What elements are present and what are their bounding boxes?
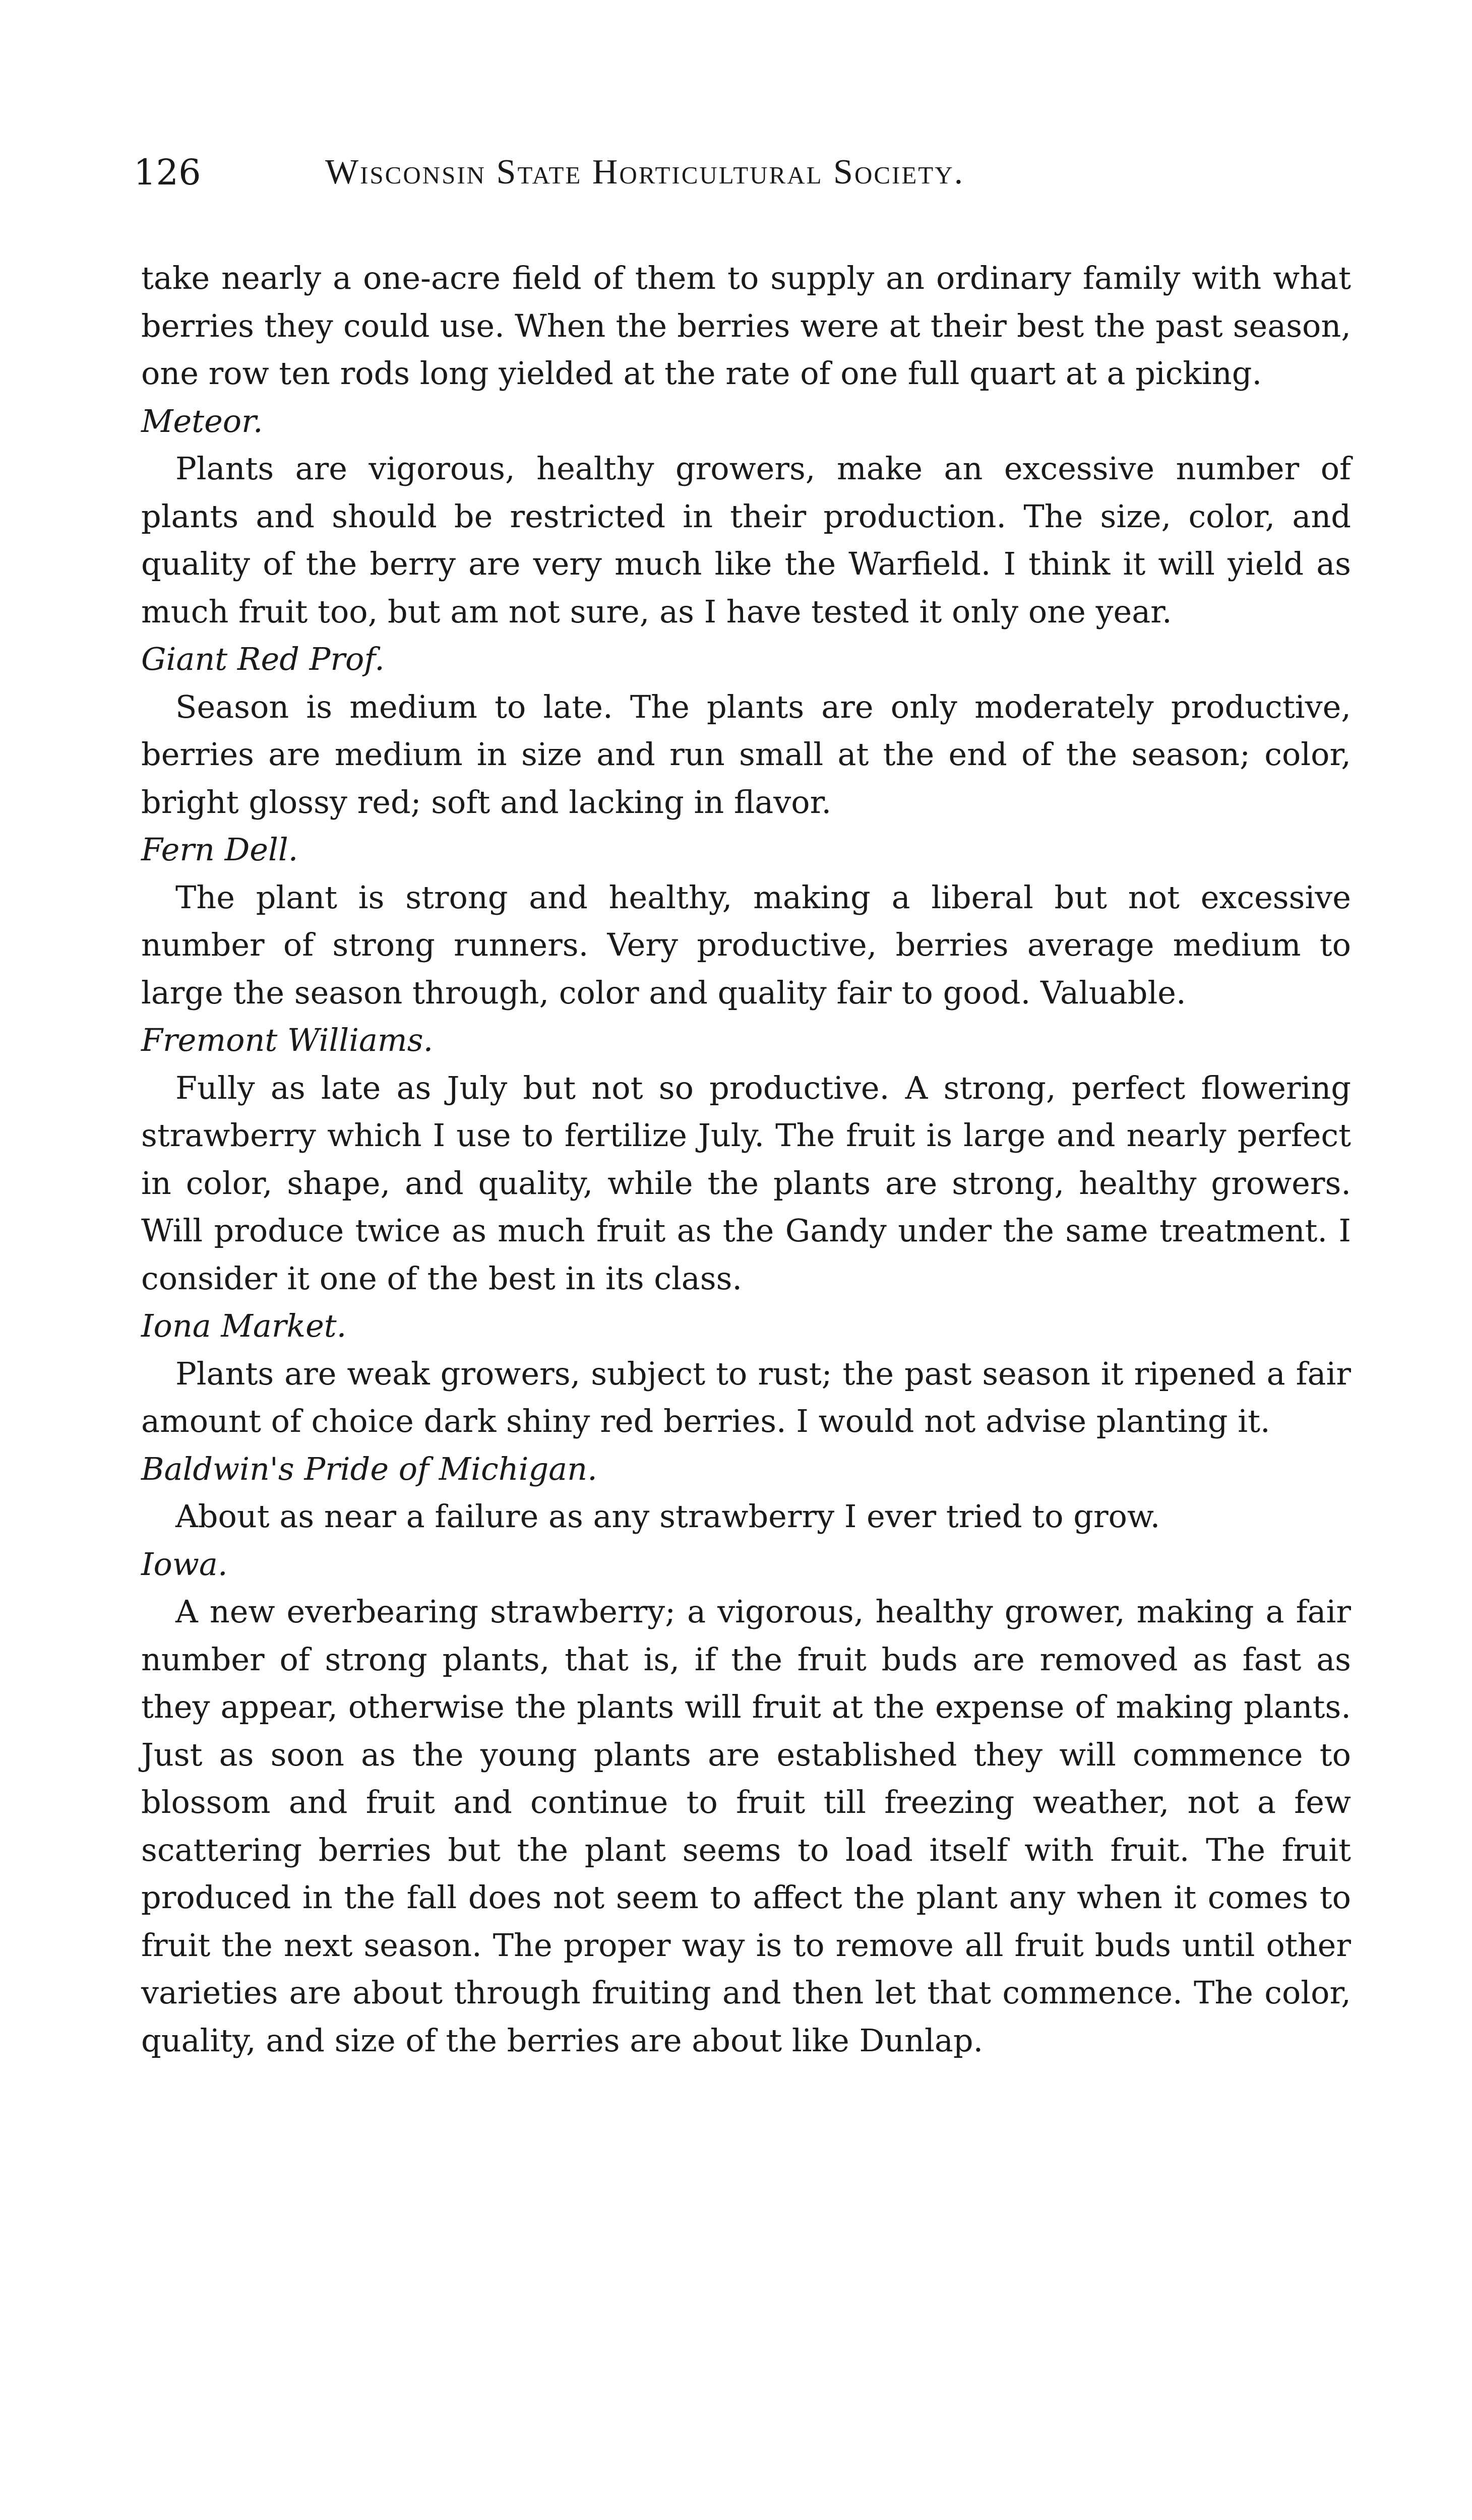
variety-heading-meteor: Meteor. — [141, 402, 263, 439]
running-title: Wisconsin State Horticultural Society. — [325, 153, 965, 192]
continuation-paragraph: take nearly a one-acre field of them to supply an ordinary family with what berries they could use. When the berries were at their best the past season, one row ten rods long yielded at the rate of one full quart at a picking. — [141, 260, 1351, 392]
variety-heading-iowa: Iowa. — [141, 1545, 228, 1583]
variety-description-meteor: Plants are vigorous, healthy growers, make an excessive number of plants and should be restricted in their production. The size, color, and quality of the berry are very much like the Warfield. I think it will yield as much fruit too, but am not sure, as I have tested it only one year. — [141, 450, 1351, 630]
variety-description-baldwins-pride: About as near a failure as any strawberry I ever tried to grow. — [175, 1498, 1160, 1535]
variety-description-giant-red-prof: Season is medium to late. The plants are only moderately productive, berries are medium in size and run small at the end of the season; color, bright glossy red; soft and lacking in flavor. — [141, 688, 1351, 821]
variety-description-fremont-williams: Fully as late as July but not so productive. A strong, perfect flowering strawberry which I use to fertilize July. The fruit is large and nearly perfect in color, shape, and quality, while the plants are strong, healthy growers. Will produce twice as much fruit as the Gandy under the same treatment. I consider it one of the best in its class. — [141, 1069, 1351, 1297]
variety-description-fern-dell: The plant is strong and healthy, making a liberal but not excessive number of strong runners. Very productive, berries average medium to large the season through, color and quality fair to good. Valuable. — [141, 878, 1351, 1011]
page-header — [134, 147, 1364, 198]
variety-description-iona-market: Plants are weak growers, subject to rust; the past season it ripened a fair amount of choice dark shiny red berries. I would not advise planting it. — [141, 1355, 1351, 1439]
body-text — [141, 255, 1351, 2064]
page-number: 126 — [134, 152, 201, 193]
variety-heading-fern-dell: Fern Dell. — [141, 831, 298, 868]
variety-heading-iona-market: Iona Market. — [141, 1307, 347, 1344]
variety-heading-giant-red-prof: Giant Red Prof. — [141, 641, 385, 677]
variety-heading-fremont-williams: Fremont Williams. — [141, 1022, 434, 1058]
variety-heading-baldwins-pride: Baldwin's Pride of Michigan. — [141, 1450, 597, 1487]
variety-description-iowa: A new everbearing strawberry; a vigorous, healthy grower, making a fair number of strong plants, that is, if the fruit buds are removed as fast as they appear, otherwise the plants will fruit at the expense of making plants. Just as soon as the young plants are established they will commence to blossom and fruit and continue to fruit till freezing weather, not a few scattering berries but the plant seems to load itself with fruit. The fruit produced in the fall does not seem to affect the plant any when it comes to fruit the next season. The proper way is to remove all fruit buds until other varieties are about through fruiting and then let that commence. The color, quality, and size of the berries are about like Dunlap. — [141, 1593, 1351, 2059]
